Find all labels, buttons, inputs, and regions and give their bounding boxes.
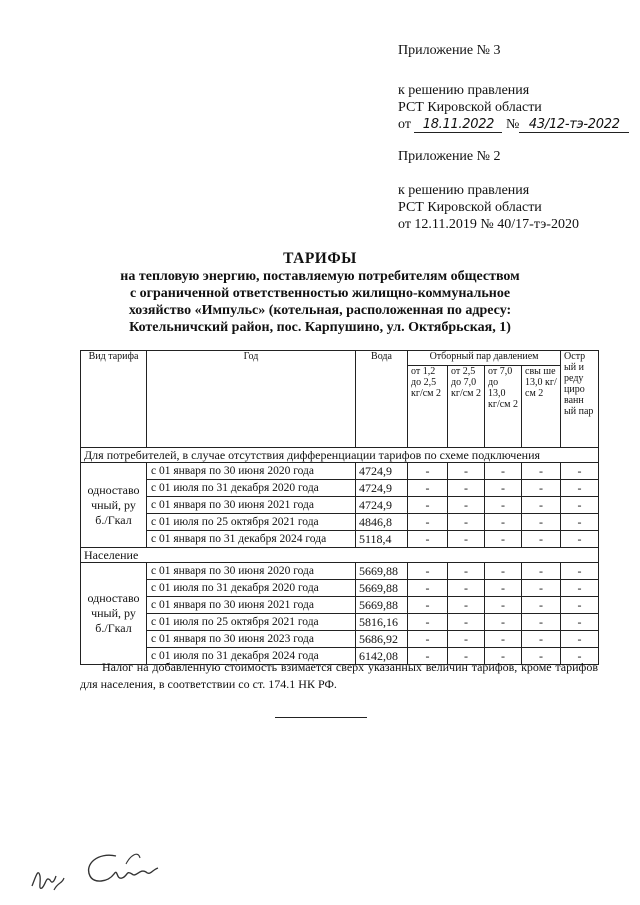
table-row: [81, 497, 599, 514]
p2-value: -: [448, 497, 485, 514]
appendix-2-title: Приложение № 2: [398, 149, 501, 164]
p4-value: -: [522, 497, 561, 514]
p1-value: -: [408, 480, 448, 497]
p1-value: -: [408, 531, 448, 548]
sharp-value: -: [561, 480, 599, 497]
signature-mark: [28, 846, 178, 896]
p1-value: -: [408, 497, 448, 514]
p3-value: -: [485, 597, 522, 614]
sharp-value: -: [561, 631, 599, 648]
header-pressure-4: свы ше 13,0 кг/см 2: [522, 366, 561, 448]
water-value: 4724,9: [356, 497, 408, 514]
period-cell: с 01 января по 30 июня 2021 года: [147, 497, 356, 514]
p1-value: -: [408, 463, 448, 480]
water-value: 5816,16: [356, 614, 408, 631]
period-cell: с 01 января по 30 июня 2020 года: [147, 463, 356, 480]
p4-value: -: [522, 648, 561, 665]
p1-value: -: [408, 631, 448, 648]
water-value: 5669,88: [356, 597, 408, 614]
header-steam: Отборный пар давлением: [408, 351, 561, 366]
p1-value: -: [408, 597, 448, 614]
p2-value: -: [448, 648, 485, 665]
tariff-type-cell: [81, 463, 147, 548]
p4-value: -: [522, 614, 561, 631]
period-cell: с 01 января по 30 июня 2020 года: [147, 563, 356, 580]
p3-value: -: [485, 463, 522, 480]
header-pressure-2: от 2,5 до 7,0 кг/см 2: [448, 366, 485, 448]
header-water: Вода: [356, 351, 408, 448]
water-value: 4846,8: [356, 514, 408, 531]
p2-value: -: [448, 514, 485, 531]
appendix-2-line1: к решению правления: [398, 183, 530, 198]
tariff-type-cell: [81, 563, 147, 665]
header-year: Год: [147, 351, 356, 448]
section-label: Для потребителей, в случае отсутствия дифференциации тарифов по схеме подключения: [81, 448, 599, 463]
document-title: [60, 250, 580, 336]
p3-value: -: [485, 648, 522, 665]
p3-value: -: [485, 531, 522, 548]
appendix-2-line3: от 12.11.2019 № 40/17-тэ-2020: [398, 217, 579, 232]
p2-value: -: [448, 480, 485, 497]
title-line1: на тепловую энергию, поставляемую потребителям обществом: [120, 269, 520, 284]
period-cell: с 01 июля по 25 октября 2021 года: [147, 614, 356, 631]
table-row: [81, 614, 599, 631]
period-cell: с 01 июля по 31 декабря 2024 года: [147, 648, 356, 665]
p4-value: -: [522, 631, 561, 648]
p1-value: -: [408, 648, 448, 665]
title-heading: ТАРИФЫ: [283, 250, 357, 267]
p2-value: -: [448, 597, 485, 614]
water-value: 4724,9: [356, 463, 408, 480]
p3-value: -: [485, 563, 522, 580]
sharp-value: -: [561, 648, 599, 665]
table-row: [81, 580, 599, 597]
period-cell: с 01 июля по 25 октября 2021 года: [147, 514, 356, 531]
appendix-3-from: от: [398, 117, 411, 132]
header-pressure-1: от 1,2 до 2,5 кг/см 2: [408, 366, 448, 448]
p4-value: -: [522, 514, 561, 531]
water-value: 6142,08: [356, 648, 408, 665]
water-value: 5669,88: [356, 563, 408, 580]
p2-value: -: [448, 563, 485, 580]
appendix-2-line2: РСТ Кировской области: [398, 200, 542, 215]
separator-line: [275, 717, 367, 718]
sharp-value: -: [561, 531, 599, 548]
table-row: [81, 463, 599, 480]
section-label: Население: [81, 548, 599, 563]
p4-value: -: [522, 580, 561, 597]
sharp-value: -: [561, 463, 599, 480]
title-line2: с ограниченной ответственностью жилищно-коммунальное: [129, 286, 511, 301]
sharp-value: -: [561, 597, 599, 614]
table-row: [81, 514, 599, 531]
p3-value: -: [485, 497, 522, 514]
period-cell: с 01 января по 30 июня 2021 года: [147, 597, 356, 614]
table-row: [81, 563, 599, 580]
tariff-table: [80, 350, 599, 665]
p3-value: -: [485, 614, 522, 631]
p3-value: -: [485, 514, 522, 531]
decision-number: 43/12-тэ-2022: [528, 117, 620, 132]
period-cell: с 01 июля по 31 декабря 2020 года: [147, 480, 356, 497]
p4-value: -: [522, 480, 561, 497]
appendix-3-line1: к решению правления: [398, 83, 530, 98]
table-row: [81, 531, 599, 548]
p2-value: -: [448, 531, 485, 548]
sharp-value: -: [561, 514, 599, 531]
p1-value: -: [408, 580, 448, 597]
appendix-3-no: №: [505, 117, 520, 132]
p2-value: -: [448, 631, 485, 648]
decision-date: 18.11.2022: [422, 117, 495, 132]
table-row: [81, 631, 599, 648]
table-row: [81, 480, 599, 497]
sharp-value: -: [561, 614, 599, 631]
header-pressure-3: от 7,0 до 13,0 кг/см 2: [485, 366, 522, 448]
p2-value: -: [448, 614, 485, 631]
p1-value: -: [408, 514, 448, 531]
p3-value: -: [485, 480, 522, 497]
tariff-type: одноставочный, руб./Гкал: [87, 482, 140, 527]
sharp-value: -: [561, 563, 599, 580]
title-line4: Котельничский район, пос. Карпушино, ул. Октябрьская, 1): [129, 320, 511, 335]
p4-value: -: [522, 531, 561, 548]
water-value: 5669,88: [356, 580, 408, 597]
appendix-3-decision: [398, 116, 629, 133]
p1-value: -: [408, 563, 448, 580]
water-value: 5118,4: [356, 531, 408, 548]
p3-value: -: [485, 631, 522, 648]
period-cell: с 01 января по 31 декабря 2024 года: [147, 531, 356, 548]
decision-number-field: [519, 118, 629, 133]
p2-value: -: [448, 580, 485, 597]
period-cell: с 01 июля по 31 декабря 2020 года: [147, 580, 356, 597]
tariff-type: одноставочный, руб./Гкал: [87, 591, 140, 635]
p1-value: -: [408, 614, 448, 631]
p4-value: -: [522, 463, 561, 480]
p2-value: -: [448, 463, 485, 480]
appendix-3-title: Приложение № 3: [398, 43, 501, 58]
water-value: 5686,92: [356, 631, 408, 648]
sharp-value: -: [561, 580, 599, 597]
appendix-3-line2: РСТ Кировской области: [398, 100, 542, 115]
title-line3: хозяйство «Импульс» (котельная, расположенная по адресу:: [128, 303, 512, 318]
p4-value: -: [522, 597, 561, 614]
water-value: 4724,9: [356, 480, 408, 497]
header-sharp-steam: Остр ый и реду циро ванн ый пар: [561, 351, 599, 448]
vat-note: Налог на добавленную стоимость взимается сверх указанных величин тарифов, кроме тарифов для населения, в соответствии со ст. 174.1 НК РФ.: [80, 660, 598, 691]
header-tariff-type: Вид тарифа: [81, 351, 147, 448]
sharp-value: -: [561, 497, 599, 514]
decision-date-field: [414, 118, 502, 133]
p4-value: -: [522, 563, 561, 580]
period-cell: с 01 января по 30 июня 2023 года: [147, 631, 356, 648]
p3-value: -: [485, 580, 522, 597]
table-row: [81, 597, 599, 614]
